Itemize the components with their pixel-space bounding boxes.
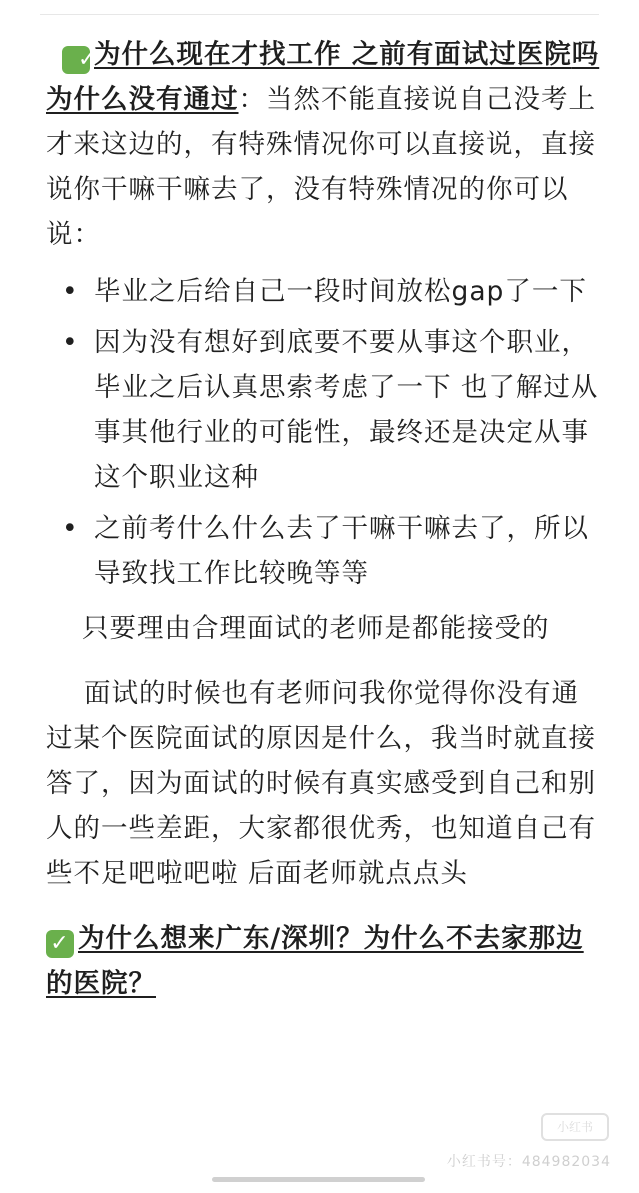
list-item (46, 269, 606, 314)
watermark-id: 小红书号：484982034 (446, 1154, 611, 1170)
closing-note: 只要理由合理面试的老师是都能接受的 (82, 613, 550, 644)
list-item-text: 因为没有想好到底要不要从事这个职业，毕业之后认真思索考虑了一下 也了解过从事其他行业的可能性，最终还是决定从事这个职业这种 (94, 327, 599, 493)
checkmark-icon: ✓ (46, 930, 74, 958)
home-indicator-bar[interactable] (212, 1177, 425, 1182)
question-1-paragraph (46, 32, 606, 257)
reason-list (46, 269, 606, 596)
list-item-text: 之前考什么什么去了干嘛干嘛去了，所以导致找工作比较晚等等 (94, 513, 589, 589)
bullet-dot: • (62, 327, 79, 358)
list-item (46, 506, 606, 596)
top-divider (40, 14, 599, 15)
bullet-dot: • (62, 513, 79, 544)
interview-story-paragraph: 面试的时候也有老师问我你觉得你没有通过某个医院面试的原因是什么，我当时就直接答了，因为面试的时候有真实感受到自己和别人的一些差距，大家都很优秀，也知道自己有些不足吧啦吧啦 后面老师就点点头 (46, 678, 596, 889)
list-item-text: 毕业之后给自己一段时间放松gap了一下 (94, 276, 587, 307)
question-1-answer-lead: ：当然不能直接说自己没考上才来这边的，有特殊情况你可以直接说，直接说你干嘛干嘛去了，没有特殊情况的你可以说： (46, 84, 596, 250)
post-content (46, 32, 606, 1006)
question-1-heading-part2: 吗 为什么没有通过 (46, 39, 600, 115)
list-item (46, 320, 606, 500)
question-2-heading: 为什么想来广东/深圳？为什么不去家那边的医院？ (46, 923, 584, 999)
question-2-paragraph (46, 916, 606, 1006)
question-1-heading-part1: 为什么现在才找工作 之前有面试过医院 (94, 39, 572, 70)
checkmark-icon: ✓ (62, 46, 90, 74)
watermark-badge: 小红书 (541, 1113, 609, 1141)
bullet-dot: • (62, 276, 79, 307)
